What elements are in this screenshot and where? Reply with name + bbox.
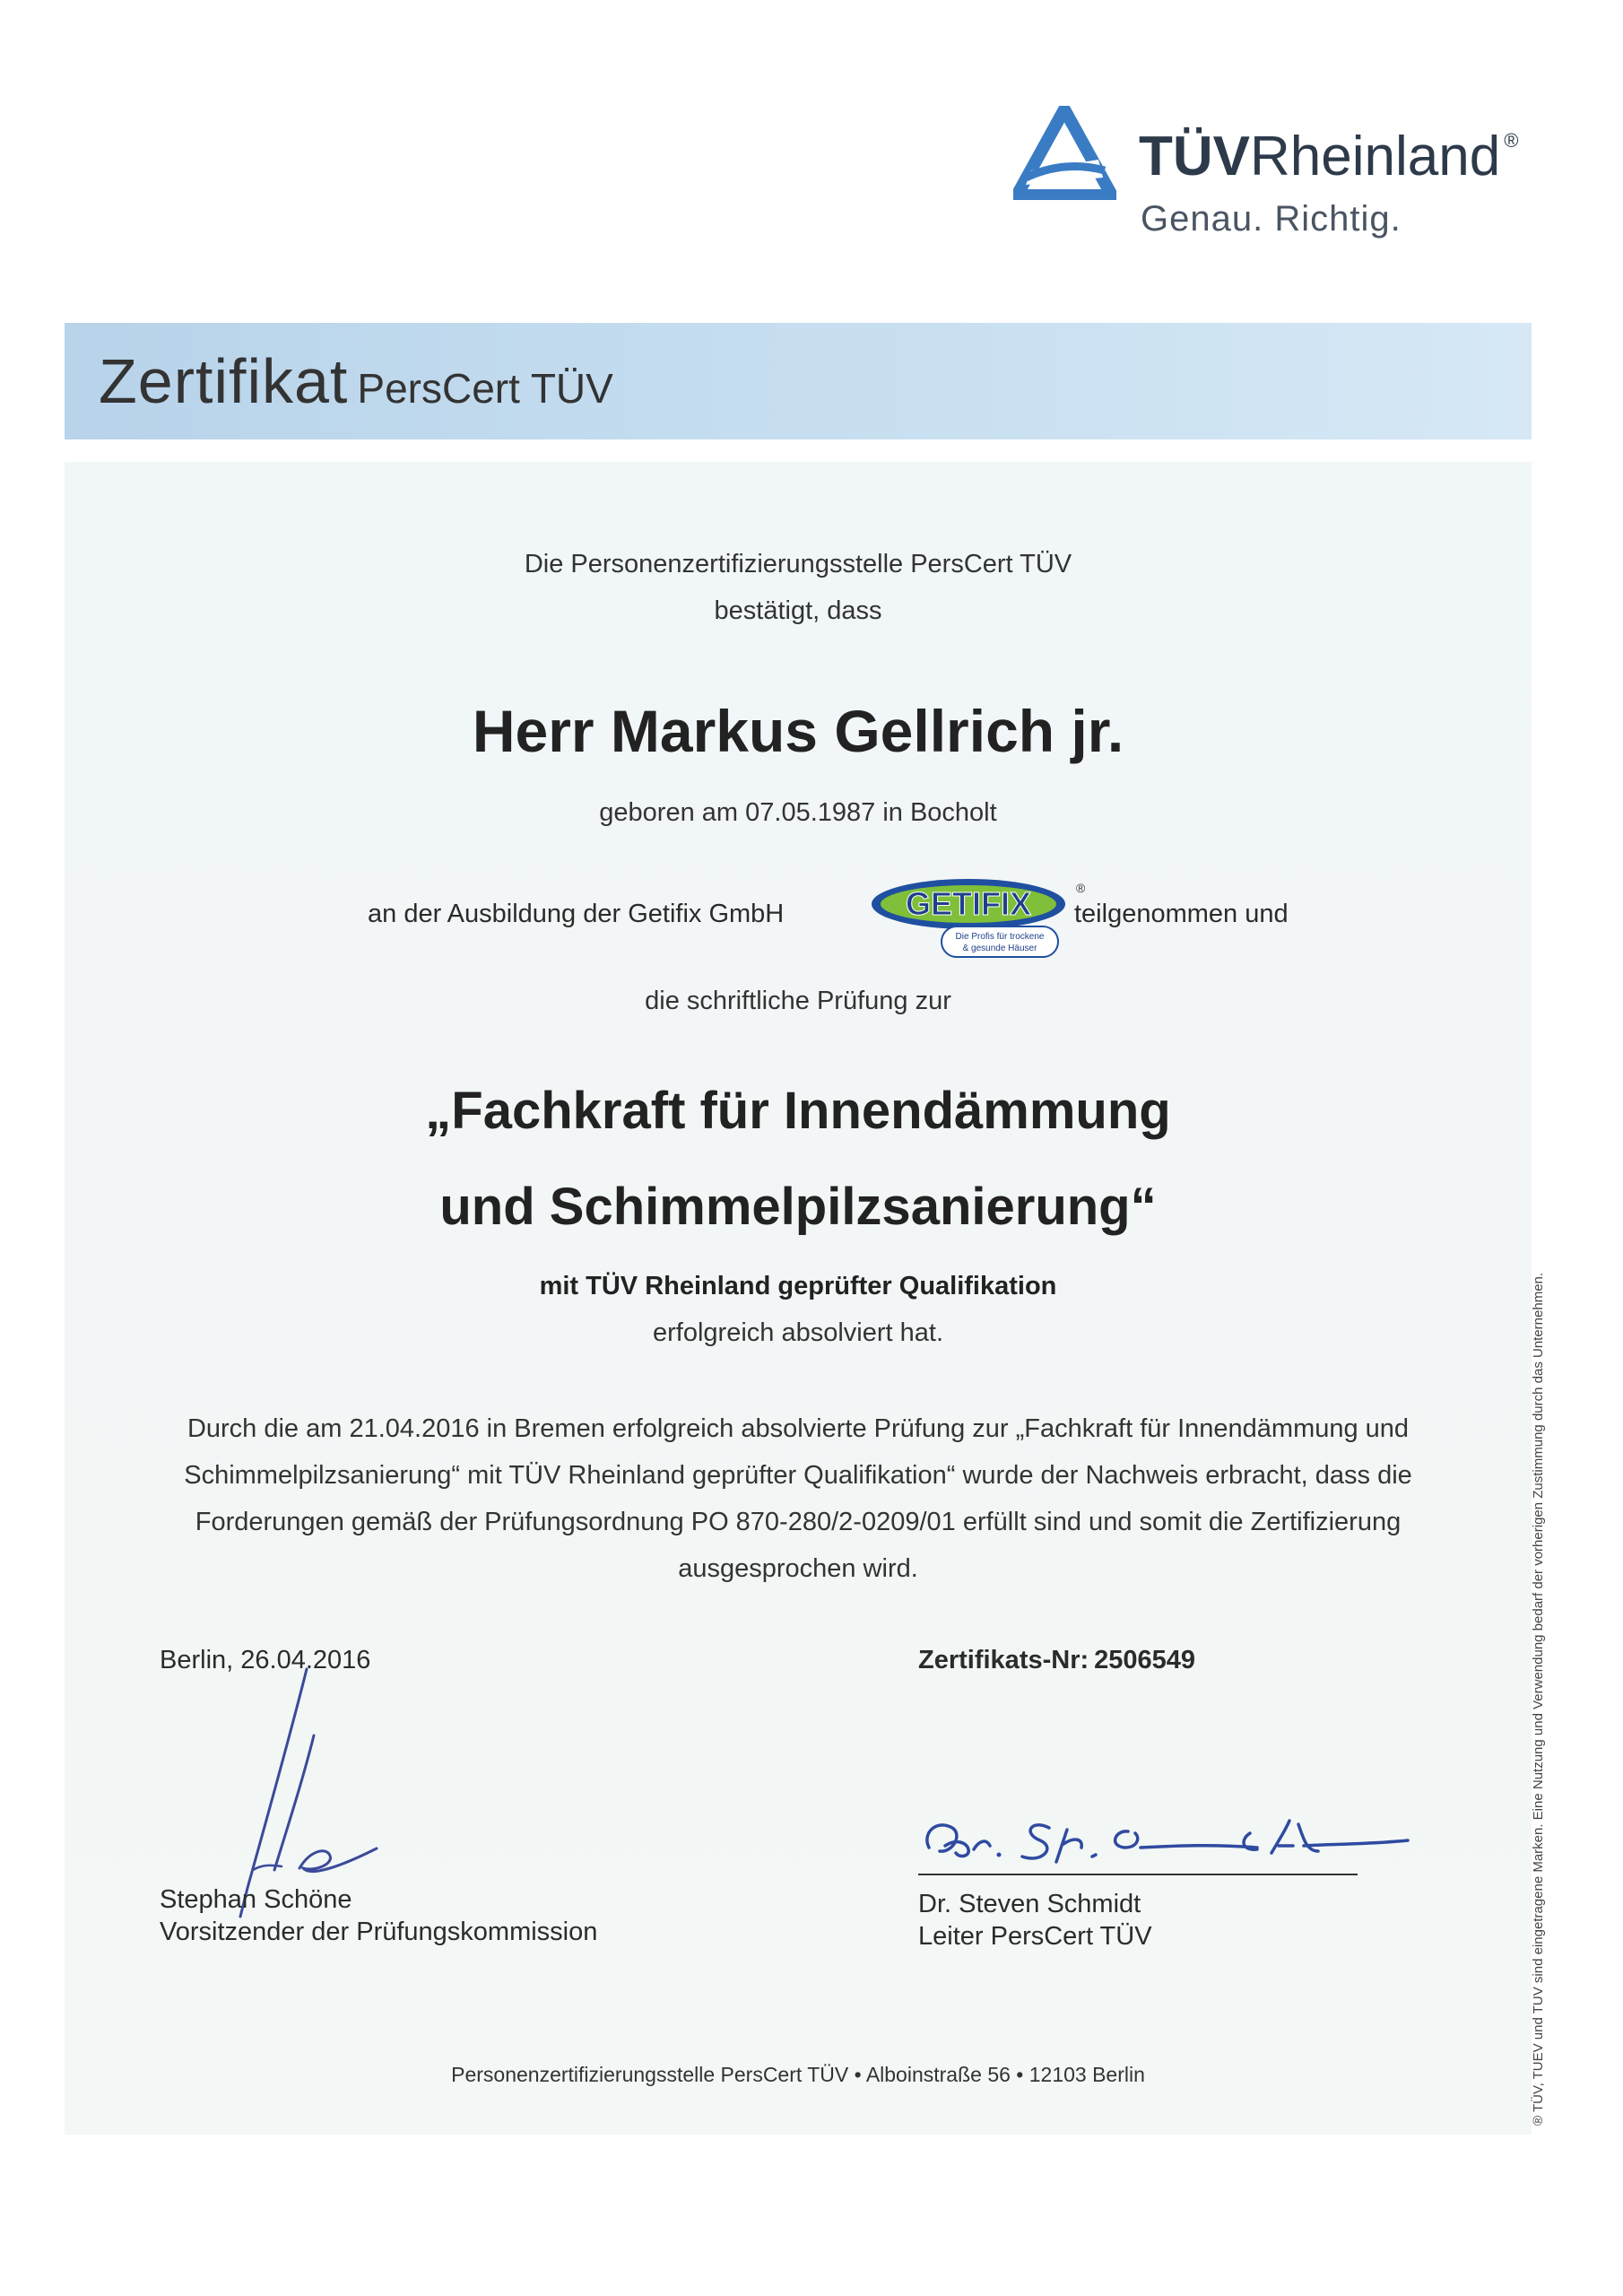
certificate-number (918, 1646, 1195, 1675)
logo-brand-bold: TÜV (1139, 126, 1250, 187)
header-title-main: Zertifikat (99, 346, 349, 416)
trademark-note: ® TÜV, TUEV und TUV sind eingetragene Marken. Eine Nutzung und Verwendung bedarf der vorherigen Zustimmung durch das Unternehmen. (1531, 1272, 1546, 2126)
logo-brand-regular: Rheinland (1250, 126, 1501, 187)
header-subtitle: PersCert TÜV (357, 365, 613, 412)
qualification-note: mit TÜV Rheinland geprüfter Qualifikation (539, 1272, 1057, 1300)
signer-left (160, 1883, 597, 1948)
getifix-tagline-2: & gesunde Häuser (962, 944, 1037, 953)
body-text: Durch die am 21.04.2016 in Bremen erfolgreich absolvierte Prüfung zur „Fachkraft für Innendämmung und Schimmelpilzsanierung“ mit TÜV Rheinland geprüfter Qualifikation“ wurde der Nachweis erbracht, dass die Forderungen gemäß der Prüfungsordnung PO 870-280/2-0209/01 erfüllt sind und somit die Zertifizierung ausgesprochen wird. (184, 1414, 1412, 1583)
intro-line-1: Die Personenzertifizierungsstelle PersCert TÜV (524, 550, 1072, 578)
training-suffix: teilgenommen und (1074, 900, 1289, 928)
exam-text: die schriftliche Prüfung zur (645, 987, 951, 1015)
certificate-number-label: Zertifikats-Nr: (918, 1646, 1089, 1674)
signature-line-right (918, 1874, 1358, 1875)
signer-right (918, 1888, 1152, 1952)
intro-line-2: bestätigt, dass (714, 596, 882, 625)
certificate-panel (65, 462, 1532, 2135)
birth-info: geboren am 07.05.1987 in Bocholt (599, 798, 997, 827)
signer-left-role: Vorsitzender der Prüfungskommission (160, 1918, 598, 1946)
training-row (65, 874, 1532, 973)
logo-slogan: Genau. Richtig. (1141, 199, 1402, 239)
getifix-tagline-1: Die Profis für trockene (955, 932, 1045, 942)
getifix-name: GETIFIX (905, 885, 1032, 922)
signature-right (916, 1794, 1419, 1892)
place-date: Berlin, 26.04.2016 (160, 1646, 371, 1674)
person-name: Herr Markus Gellrich jr. (472, 698, 1124, 764)
certificate-number-value: 2506549 (1094, 1646, 1196, 1674)
signer-left-name: Stephan Schöne (160, 1885, 352, 1914)
tuv-triangle-icon (1013, 106, 1116, 200)
header-band (65, 323, 1532, 439)
signer-right-name: Dr. Steven Schmidt (918, 1890, 1141, 1918)
logo-registered-mark: ® (1504, 129, 1519, 152)
footer-address: Personenzertifizierungsstelle PersCert TÜV • Alboinstraße 56 • 12103 Berlin (451, 2063, 1145, 2086)
qualification-line-1: „Fachkraft für Innendämmung (425, 1082, 1171, 1140)
completion-text: erfolgreich absolviert hat. (653, 1318, 943, 1347)
training-text: an der Ausbildung der Getifix GmbH (368, 900, 785, 928)
qualification-line-2: und Schimmelpilzsanierung“ (439, 1178, 1157, 1236)
signer-right-role: Leiter PersCert TÜV (918, 1922, 1152, 1951)
getifix-registered-mark: ® (1076, 881, 1086, 895)
header-title (99, 346, 613, 416)
tuv-rheinland-logo (1013, 106, 1542, 249)
logo-brand-name (1139, 126, 1519, 187)
